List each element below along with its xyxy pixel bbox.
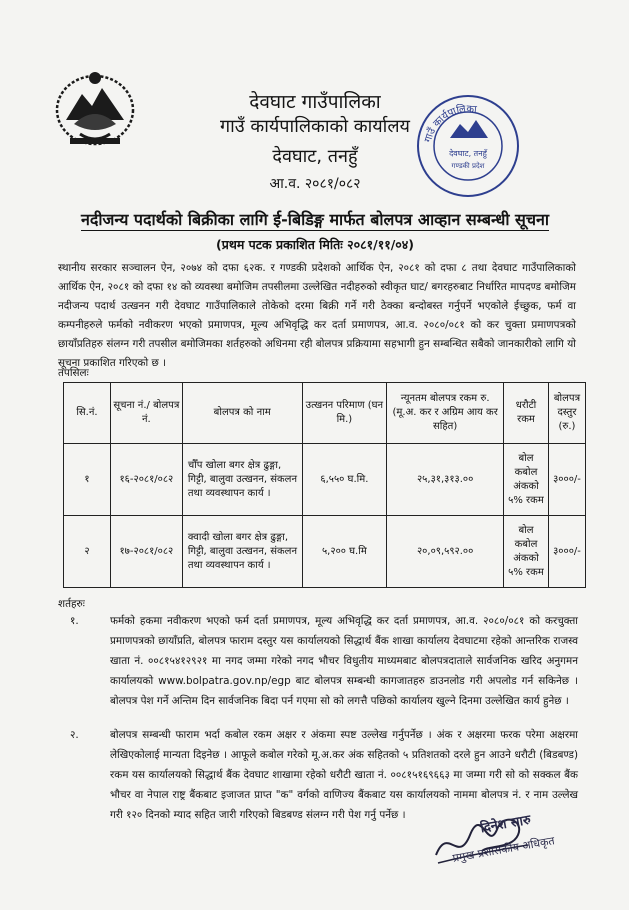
office-name: गाउँ कार्यपालिकाको कार्यालय: [220, 116, 410, 137]
table-row: [64, 444, 586, 516]
condition-number: १.: [70, 615, 79, 627]
col-header-min-amount: न्यूनतम बोलपत्र रकम रु.(मू.अ. कर र अग्रिम आय कर सहित): [387, 383, 504, 444]
notice-intro-paragraph: स्थानीय सरकार सञ्चालन ऐन, २०७४ को दफा ६२क. र गण्डकी प्रदेशको आर्थिक ऐन, २०८१ को दफा ८ तथा देवघाट गाउँपालिकाको आर्थिक ऐन, २०८१ को दफा १४ को व्यवस्था बमोजिम तपसीलमा उल्लेखित नदीहरुको स्वीकृत घाट/ बगरहरुबाट निर्धारित मापदण्ड बमोजिम नदीजन्य पदार्थ उत्खनन गरी देवघाट गाउँपालिकाले तोकेको दरमा बिक्री गर्ने गरी ठेक्का बन्दोबस्त गर्नुपर्ने भएकोले ईच्छुक, फर्म वा कम्पनीहरुले फर्मको नवीकरण भएको प्रमाणपत्र, मूल्य अभिवृद्धि कर दर्ता प्रमाणपत्र, आ.व. २०८०/०८१ को कर चुक्ता प्रमाणपत्रको छायाँप्रतिहरु संलग्न गरी तपसील बमोजिमका शर्तहरुको अधिनमा रही बोलपत्र प्रक्रियामा सहभागी हुन सम्बन्धित सबैको जानकारीको लागि यो सूचना प्रकाशित गरिएको छ ।: [58, 262, 576, 369]
office-seal-stamp: [412, 90, 524, 202]
cell-amount: २०,०९,५९२.००: [387, 516, 504, 588]
svg-text:देवघाट, तनहुँ: देवघाट, तनहुँ: [449, 149, 487, 158]
table-row: [64, 516, 586, 588]
cell-deposit: बोल कबोल अंकको ५% रकम: [504, 516, 549, 588]
cell-tender-name: क्वादी खोला बगर क्षेत्र ढुङ्गा, गिट्टी, बालुवा उत्खनन, संकलन तथा व्यवस्थापन कार्य ।: [182, 516, 302, 588]
col-header-notice-no: सूचना नं./ बोलपत्र नं.: [110, 383, 182, 444]
signatory-title: प्रमुख प्रशासकीय अधिकृत: [451, 834, 556, 865]
tender-table: [63, 382, 586, 588]
conditions-label: शर्तहरुः: [58, 598, 85, 610]
cell-amount: २५,३१,३१३.००: [387, 444, 504, 516]
office-location: देवघाट, तनहुँ: [272, 146, 358, 167]
municipality-name: देवघाट गाउँपालिका: [249, 91, 381, 113]
cell-sn: २: [64, 516, 111, 588]
nepal-emblem-icon: [52, 64, 138, 150]
svg-text:गण्डकी प्रदेश: गण्डकी प्रदेश: [451, 162, 485, 170]
svg-text:गाउँ कार्यपालिका: गाउँ कार्यपालिका: [422, 103, 478, 144]
cell-notice-no: १६-२०८१/०८२: [110, 444, 182, 516]
cell-quantity: ६,५५० घ.मि.: [302, 444, 387, 516]
cell-notice-no: १७-२०८१/०८२: [110, 516, 182, 588]
condition-text: बोलपत्र सम्बन्धी फाराम भर्दा कबोल रकम अक्षर र अंकमा स्पष्ट उल्लेख गर्नुपर्नेछ । अंक र अक्षरमा फरक परेमा अक्षरमा लेखिएकोलाई मान्यता दिइनेछ । आफूले कबोल गरेको मू.अ.कर अंक सहितको ५ प्रतिशतको दरले हुन आउने धरौटी (बिडबण्ड) रकम यस कार्यालयको सिद्धार्थ बैंक देवघाट शाखामा रहेको धरौटी खाता नं. ००८१५१६९६६३ मा जम्मा गरी सो को सक्कल बैंक भौचर वा नेपाल राष्ट्र बैंकबाट इजाजत प्राप्त "क" वर्गको वाणिज्य बैंकबाट यस कार्यालयको नाममा बोलपत्र नं. र नाम उल्लेख गरी १२० दिनको म्याद सहित जारी गरिएको बिडबण्ड संलग्न गरी पेश गर्नु पर्नेछ ।: [110, 729, 578, 821]
col-header-quantity: उत्खनन परिमाण (घन मि.): [302, 383, 387, 444]
condition-item: [58, 611, 578, 711]
cell-fee: ३०००/-: [548, 444, 585, 516]
notice-title: नदीजन्य पदार्थको बिक्रीका लागि ई-बिडिङ्ग मार्फत बोलपत्र आव्हान सम्बन्धी सूचना: [80, 210, 550, 229]
cell-deposit: बोल कबोल अंकको ५% रकम: [504, 444, 549, 516]
cell-quantity: ५,२०० घ.मि: [302, 516, 387, 588]
signatory-name: दिनेश सारु: [479, 812, 532, 837]
details-label: तपसिलः: [58, 367, 89, 379]
col-header-tender-name: बोलपत्र को नाम: [182, 383, 302, 444]
condition-text: फर्मको हकमा नवीकरण भएको फर्म दर्ता प्रमाणपत्र, मूल्य अभिवृद्धि कर दर्ता प्रमाणपत्र, आ.व. २०८०/०८१ को करचुक्ता प्रमाणपत्रको छायाँप्रति, बोलपत्र फाराम दस्तुर यस कार्यालयको सिद्धार्थ बैंक शाखा कार्यालय देवघाटमा रहेको आन्तरिक राजस्व खाता नं. ००८१५४१२९२१ मा नगद जम्मा गरेको नगद भौचर विधुतीय माध्यमबाट बोलपत्रदाताले सार्वजनिक खरिद अनुगमन कार्यालयको www.bolpatra.gov.np/egp बाट बोलपत्र सम्बन्धी कागजातहरु डाउनलोड गरी अपलोड गर्न सकिनेछ । बोलपत्र पेश गर्ने अन्तिम दिन सार्वजनिक बिदा पर्न गएमा सो को लगत्तै पछिको कार्यालय खुल्ने दिनमा उल्लेखित कार्य हुनेछ ।: [110, 615, 578, 707]
col-header-sn: सि.नं.: [64, 383, 111, 444]
table-header-row: [64, 383, 586, 444]
publication-date: (प्रथम पटक प्रकाशित मितिः २०८१/११/०४): [216, 237, 414, 252]
cell-tender-name: चौँप खोला बगर क्षेत्र ढुङ्गा, गिट्टी, बालुवा उत्खनन, संकलन तथा व्यवस्थापन कार्य ।: [182, 444, 302, 516]
condition-number: २.: [70, 729, 79, 741]
col-header-deposit: धरौटी रकम: [504, 383, 549, 444]
cell-sn: १: [64, 444, 111, 516]
col-header-fee: बोलपत्र दस्तुर (रु.): [548, 383, 585, 444]
cell-fee: ३०००/-: [548, 516, 585, 588]
fiscal-year: आ.व. २०८१/०८२: [269, 176, 361, 192]
